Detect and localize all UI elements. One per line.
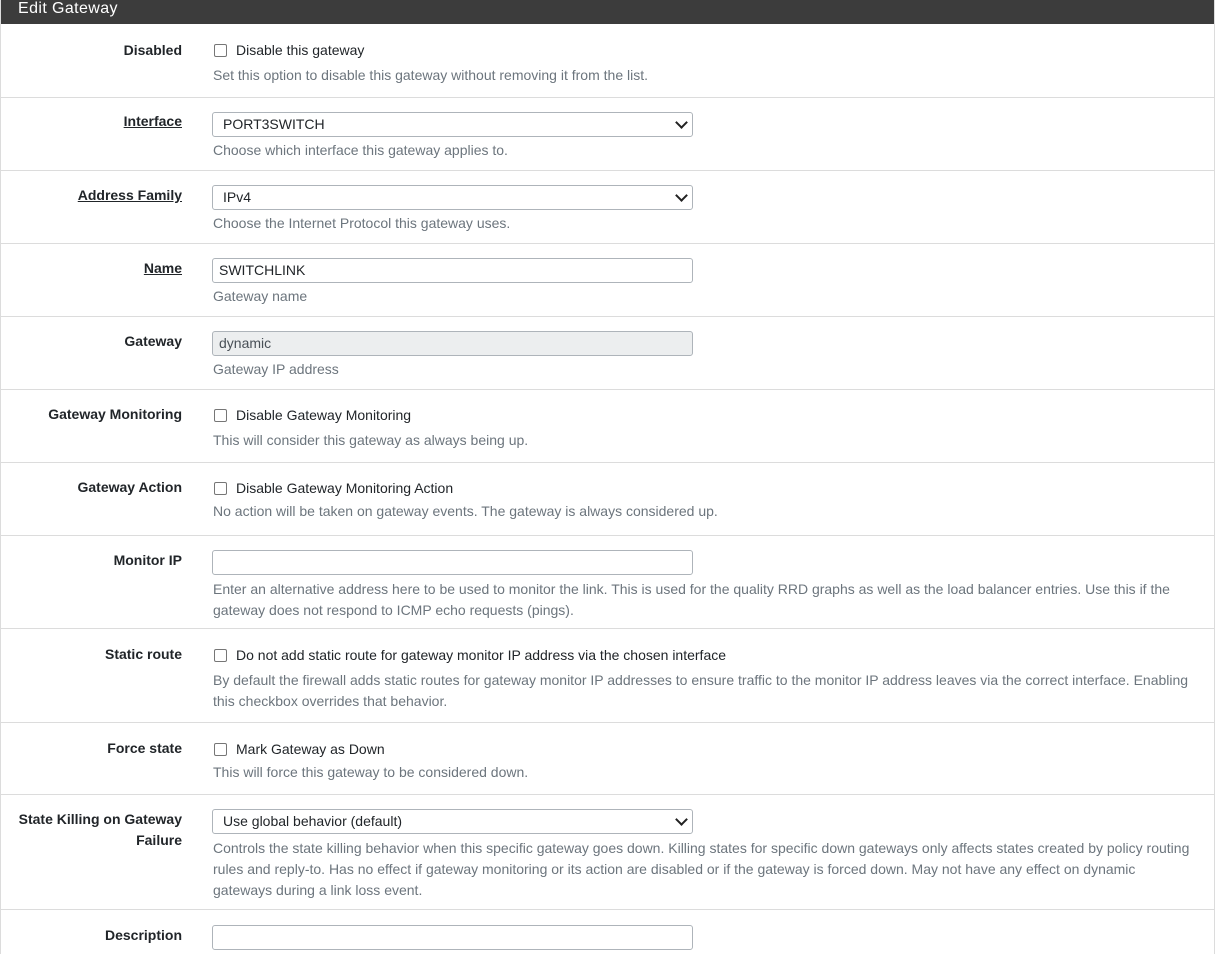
gateway-help: Gateway IP address [213, 361, 339, 377]
chevron-down-icon [675, 813, 688, 826]
static-route-help: By default the firewall adds static routes for gateway monitor IP addresses to ensure traffic to the monitor IP address leaves via the correct interface. Enabling this checkbox overrides that behavior. [213, 672, 1189, 709]
field-state-killing [212, 809, 1196, 901]
field-gateway-action [212, 477, 1196, 522]
mark-down-checkbox-label: Mark Gateway as Down [236, 741, 385, 757]
row-interface [1, 98, 1214, 171]
label-gateway-monitoring: Gateway Monitoring [48, 406, 182, 422]
monitor-ip-input[interactable] [212, 550, 693, 575]
label-state-killing-line2: Failure [136, 832, 182, 848]
field-description [212, 925, 1196, 950]
name-help: Gateway name [213, 288, 308, 304]
row-static-route [1, 629, 1214, 723]
row-state-killing [1, 795, 1214, 910]
interface-select[interactable] [212, 112, 693, 137]
field-disabled [212, 39, 1196, 86]
no-static-route-checkbox-label: Do not add static route for gateway monitor IP address via the chosen interface [236, 647, 727, 663]
disable-monitoring-checkbox[interactable] [214, 409, 227, 422]
label-disabled: Disabled [123, 42, 182, 58]
state-killing-select-value: Use global behavior (default) [223, 813, 402, 829]
disable-monitoring-option[interactable] [212, 404, 1196, 426]
disable-monitoring-action-option[interactable] [212, 477, 1196, 499]
label-description: Description [104, 927, 182, 943]
mark-down-option[interactable] [212, 738, 1196, 760]
force-state-help: This will force this gateway to be considered down. [213, 764, 529, 780]
disable-monitoring-action-checkbox-label: Disable Gateway Monitoring Action [236, 480, 454, 496]
row-disabled [1, 24, 1214, 98]
field-force-state [212, 738, 1196, 783]
no-static-route-checkbox[interactable] [214, 649, 227, 662]
chevron-down-icon [675, 189, 688, 202]
row-gateway-monitoring [1, 390, 1214, 463]
field-monitor-ip [212, 550, 1196, 621]
gateway-action-help: No action will be taken on gateway events. The gateway is always considered up. [213, 503, 718, 519]
disable-monitoring-checkbox-label: Disable Gateway Monitoring [236, 407, 412, 423]
interface-help: Choose which interface this gateway applies to. [213, 142, 508, 158]
disable-gateway-checkbox[interactable] [214, 44, 227, 57]
gateway-monitoring-help: This will consider this gateway as always being up. [213, 432, 529, 448]
mark-down-checkbox[interactable] [214, 743, 227, 756]
label-state-killing-line1: State Killing on Gateway [18, 811, 182, 827]
interface-select-value: PORT3SWITCH [223, 116, 325, 132]
field-gateway [212, 331, 1196, 380]
row-monitor-ip [1, 536, 1214, 629]
label-gateway-action: Gateway Action [77, 479, 182, 495]
label-address-family[interactable]: Address Family [77, 187, 182, 203]
address-family-select-value: IPv4 [223, 189, 252, 205]
panel-title: Edit Gateway [1, 0, 1214, 24]
monitor-ip-help: Enter an alternative address here to be used to monitor the link. This is used for the quality RRD graphs as well as the load balancer entries. Use this if the gateway does not respond to ICMP echo requests (pings). [213, 581, 1170, 618]
no-static-route-option[interactable] [212, 644, 1196, 666]
row-address-family [1, 171, 1214, 244]
label-name[interactable]: Name [143, 260, 182, 276]
row-name [1, 244, 1214, 317]
label-static-route: Static route [104, 646, 182, 662]
field-interface [212, 112, 1196, 161]
row-gateway [1, 317, 1214, 390]
field-name [212, 258, 1196, 307]
label-gateway: Gateway [124, 333, 182, 349]
row-description [1, 910, 1214, 960]
label-force-state: Force state [107, 740, 182, 756]
field-static-route [212, 644, 1196, 712]
label-state-killing [19, 809, 182, 851]
row-force-state [1, 723, 1214, 795]
disable-monitoring-action-checkbox[interactable] [214, 482, 227, 495]
field-gateway-monitoring [212, 404, 1196, 451]
label-interface[interactable]: Interface [123, 113, 182, 129]
chevron-down-icon [675, 116, 688, 129]
name-input[interactable]: SWITCHLINK [212, 258, 693, 283]
state-killing-select[interactable] [212, 809, 693, 834]
field-address-family [212, 185, 1196, 234]
address-family-help: Choose the Internet Protocol this gateway uses. [213, 215, 511, 231]
address-family-select[interactable] [212, 185, 693, 210]
disable-gateway-checkbox-label: Disable this gateway [236, 42, 365, 58]
label-monitor-ip: Monitor IP [113, 552, 182, 568]
state-killing-help: Controls the state killing behavior when this specific gateway goes down. Killing states for specific down gateways only affects states created by policy routing rules and reply-to. Has no effect if gateway monitoring or its action are disabled or if the gateway is forced down. May not have any effect on dynamic gateways during a link loss event. [213, 840, 1190, 898]
disable-gateway-option[interactable] [212, 39, 1196, 61]
gateway-input[interactable]: dynamic [212, 331, 693, 356]
row-gateway-action [1, 463, 1214, 536]
disabled-help: Set this option to disable this gateway without removing it from the list. [213, 67, 648, 83]
description-input[interactable] [212, 925, 693, 950]
